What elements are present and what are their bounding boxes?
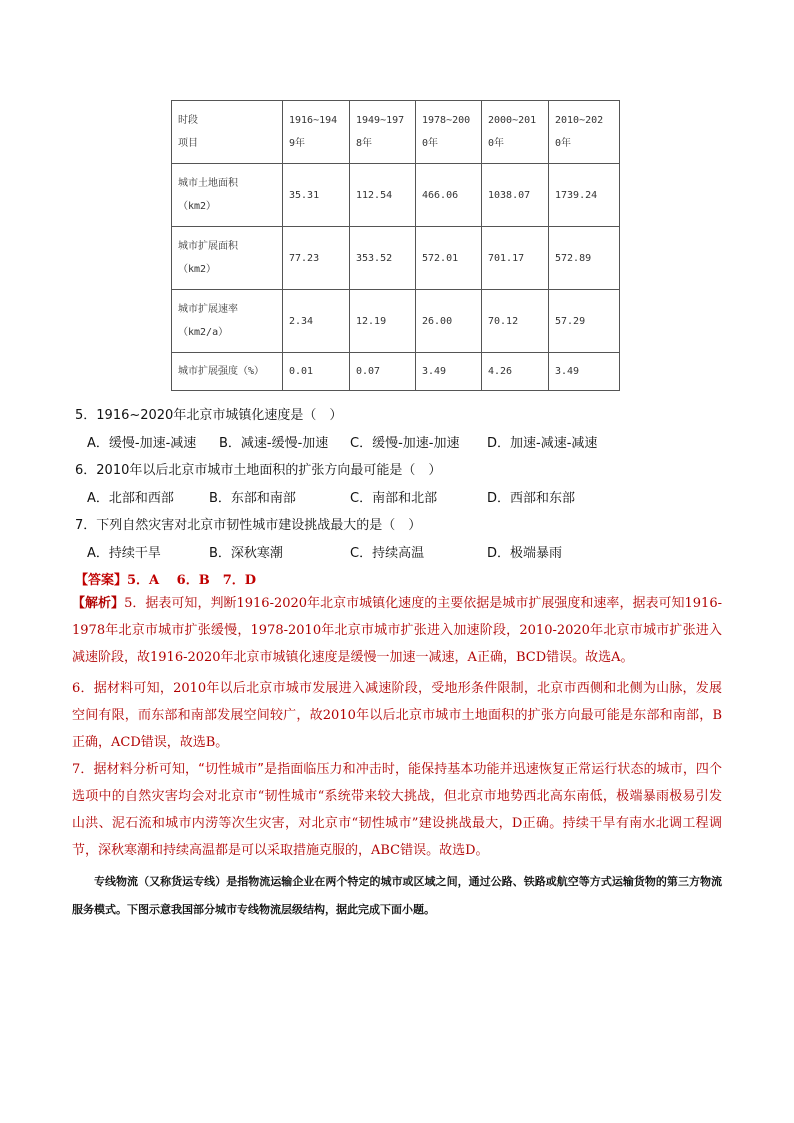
table-cell: 77.23 [283,227,350,290]
question-6-option-d[interactable]: D．西部和东部 [487,491,576,506]
question-5-option-c[interactable]: C．缓慢-加速-加速 [350,436,460,451]
period-header-4 [482,101,549,164]
question-5-option-a[interactable]: A．缓慢-加速-减速 [87,436,197,451]
table-cell: 57.29 [549,290,620,353]
period-2-line2: 8年 [356,138,373,149]
question-7-option-b[interactable]: B．深秋寒潮 [209,546,283,561]
row-label-line1: 城市扩展面积 [178,241,238,252]
table-cell: 70.12 [482,290,549,353]
table-row [172,227,620,290]
period-4-line1: 2000~201 [488,115,537,126]
explanation-7-rest: 是指面临压力和冲击时，能保持基本功能并迅速恢复正常运行状态的城市，四个选项中的自然灾害均会对北京市“韧性城市“系统带来较大挑战，但北京市地势西北高东南低，极端暴雨极易引发山洪、泥石流和城市内涝等次生灾害，对北京市“韧性城市”建设挑战最大，D正确。持续干旱有南水北调工程调节，深秋寒潮和持续高温都是可以采取措施克服的，ABC错误。故选D。 [72,762,722,858]
question-7-option-a[interactable]: A．持续干旱 [87,546,161,561]
question-7-option-c[interactable]: C．持续高温 [350,546,425,561]
period-5-line1: 2010~202 [555,115,604,126]
question-7-option-d[interactable]: D．极端暴雨 [487,546,563,561]
table-cell: 112.54 [350,164,416,227]
row-label [172,164,283,227]
corner-period-label: 时段 [178,115,198,126]
question-6-stem: 6．2010年以后北京市城市土地面积的扩张方向最可能是（ ） [75,463,442,478]
question-6-option-b[interactable]: B．东部和南部 [209,491,296,506]
table-cell: 572.89 [549,227,620,290]
answer-value: 5．A 6．B 7．D [127,573,257,588]
explanation-5 [72,590,722,671]
explanation-6-text: 6．据材料可知，2010年以后北京市城市发展进入减速阶段，受地形条件限制，北京市西侧和北侧为山脉，发展空间有限，而东部和南部发展空间较广，故2010年以后北京市城市土地面积的扩张方向最可能是东部和南部，B正确，ACD错误，故选B。 [72,681,722,750]
answer-line [75,569,256,588]
row-label [172,290,283,353]
corner-item-label: 项目 [178,138,198,149]
table-row [172,290,620,353]
period-header-1 [283,101,350,164]
period-3-line1: 1978~200 [422,115,471,126]
period-header-2 [350,101,416,164]
table-cell: 3.49 [549,353,620,391]
answer-tag: 【答案】 [75,573,128,588]
table-cell: 353.52 [350,227,416,290]
table-cell: 35.31 [283,164,350,227]
table-row [172,164,620,227]
table-cell: 572.01 [416,227,482,290]
period-3-line2: 0年 [422,138,439,149]
table-cell: 3.49 [416,353,482,391]
period-4-line2: 0年 [488,138,505,149]
period-1-line1: 1916~194 [289,115,338,126]
question-6-option-a[interactable]: A．北部和西部 [87,491,174,506]
explanation-7 [72,756,722,864]
row-label-line2: （km2） [178,264,217,275]
question-7-stem: 7．下列自然灾害对北京市韧性城市建设挑战最大的是（ ） [75,518,422,533]
table-cell: 1038.07 [482,164,549,227]
table-cell: 0.07 [350,353,416,391]
explanation-6 [72,675,722,756]
question-5-option-d[interactable]: D．加速-减速-减速 [487,436,598,451]
explanation-tag: 【解析】 [72,596,125,611]
table-row [172,353,620,391]
row-label-line1: 城市土地面积 [178,178,238,189]
period-1-line2: 9年 [289,138,306,149]
period-header-3 [416,101,482,164]
table-header-row [172,101,620,164]
period-header-5 [549,101,620,164]
material-paragraph: 专线物流（又称货运专线）是指物流运输企业在两个特定的城市或区域之间，通过公路、铁路或航空等方式运输货物的第三方物流服务模式。下图示意我国部分城市专线物流层级结构，据此完成下面小题。 [72,875,722,916]
table-cell: 2.34 [283,290,350,353]
table-cell: 4.26 [482,353,549,391]
period-2-line1: 1949~197 [356,115,405,126]
row-label-line1: 城市扩展速率 [178,304,238,315]
resilient-city-term: “切性城市” [198,762,265,777]
row-label-line2: （km2/a） [178,327,229,338]
period-5-line2: 0年 [555,138,572,149]
row-label: 城市扩展强度（%） [172,353,283,391]
explanation-5-text: 5．据表可知，判断1916-2020年北京市城镇化速度的主要依据是城市扩展强度和速率，据表可知1916-1978年北京市城市扩张缓慢，1978-2010年北京市城市扩张进入加速阶段，2010-2020年北京市城市扩张进入减速阶段，故1916-2020年北京市城镇化速度是缓慢一加速一减速，A正确，BCD错误。故选A。 [72,596,722,665]
explanation-7-start: 7．据材料分析可知， [72,762,199,777]
question-6-option-c[interactable]: C．南部和北部 [350,491,438,506]
table-cell: 1739.24 [549,164,620,227]
table-cell: 466.06 [416,164,482,227]
urban-expansion-table [171,100,620,391]
table-cell: 701.17 [482,227,549,290]
question-5-option-b[interactable]: B．减速-缓慢-加速 [219,436,329,451]
table-cell: 0.01 [283,353,350,391]
table-cell: 12.19 [350,290,416,353]
row-label-line2: （km2） [178,201,217,212]
table-cell: 26.00 [416,290,482,353]
table-corner-cell [172,101,283,164]
question-5-stem: 5．1916~2020年北京市城镇化速度是（ ） [75,408,343,423]
row-label [172,227,283,290]
